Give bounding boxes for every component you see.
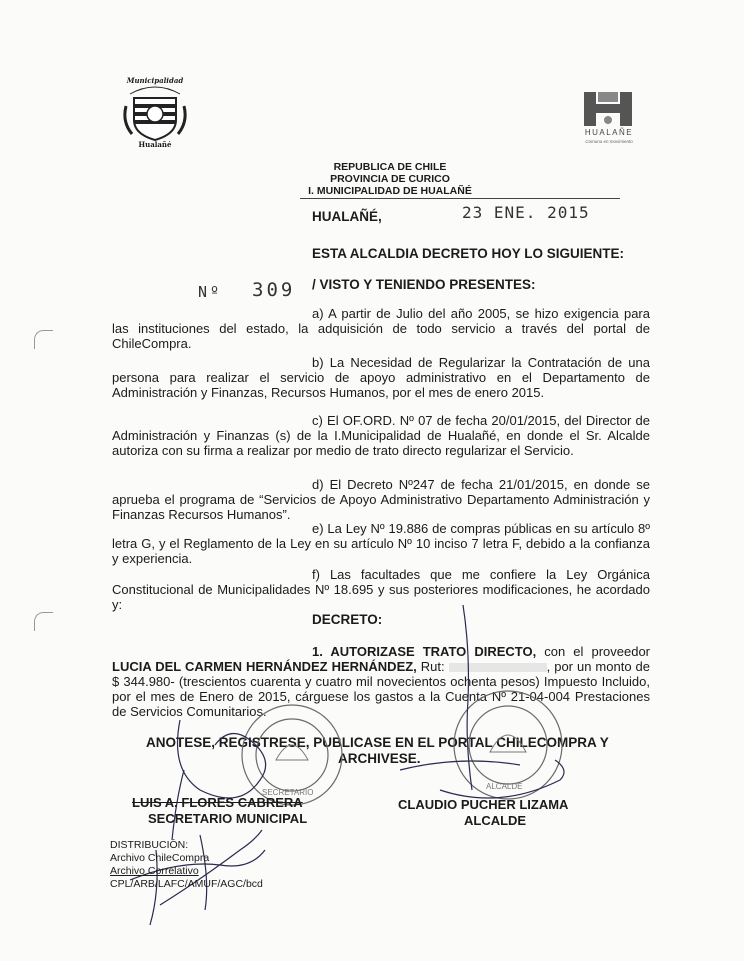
decree-intro: ESTA ALCALDIA DECRETO HOY LO SIGUIENTE: bbox=[312, 246, 625, 261]
left-seal-text: SECRETARIO bbox=[262, 788, 314, 797]
mayor-name: CLAUDIO PUCHER LIZAMA bbox=[398, 797, 569, 812]
crest-shield-icon bbox=[122, 76, 188, 148]
decree-number: 309 bbox=[252, 279, 296, 301]
municipal-crest bbox=[122, 76, 188, 148]
logo-text: HUALAÑE bbox=[584, 128, 634, 137]
mayor-title: ALCALDE bbox=[464, 813, 527, 828]
crest-text-bottom: Hualañé bbox=[138, 140, 172, 149]
decree-number-prefix: Nº bbox=[198, 283, 223, 301]
date-stamp: 23 ENE. 2015 bbox=[462, 203, 590, 222]
considerando-a: a) A partir de Julio del año 2005, se hizo exigencia para las instituciones del estado, la adquisición de todo servicio a través del portal de ChileCompra. bbox=[112, 306, 650, 351]
resolution-paragraph bbox=[112, 644, 650, 719]
header-municipality: I. MUNICIPALIDAD DE HUALAÑÉ bbox=[308, 185, 472, 197]
considerando-f: f) Las facultades que me confiere la Ley Orgánica Constitucional de Municipalidades Nº 18.695 y sus posteriores modificaciones, he acordado y: bbox=[112, 567, 650, 612]
considerando-e: e) La Ley Nº 19.886 de compras públicas en su artículo 8º letra G, y el Reglamento de la Ley en su artículo Nº 10 inciso 7 letra F, debido a la confianza y experiencia. bbox=[112, 521, 650, 566]
provider-name: LUCIA DEL CARMEN HERNÁNDEZ HERNÁNDEZ, bbox=[112, 659, 417, 674]
distribution-item: Archivo ChileCompra bbox=[110, 852, 210, 864]
closing-line-1: ANOTESE, REGISTRESE, PUBLICASE EN EL PORTAL CHILECOMPRA Y bbox=[146, 735, 609, 750]
rut-label: Rut: bbox=[416, 659, 445, 674]
secretary-name: LUIS A. FLORES CABRERA bbox=[132, 795, 303, 810]
resolution-body: , por un monto de $ 344.980- (trescientos cuarenta y cuatro mil novecientos ochenta pesos) Impuesto Incluido, por el mes de Enero de 2015, cárguese los gastos a la Cuenta Nº 21-04-004 Prestaciones de Servicios Comunitarios. bbox=[112, 659, 650, 719]
distribution-item: Archivo Correlativo bbox=[110, 865, 199, 877]
hualane-logo-icon bbox=[580, 90, 638, 126]
place-label: HUALAÑÉ, bbox=[312, 209, 382, 224]
right-seal-text: ALCALDE bbox=[486, 782, 523, 791]
punch-hole-top bbox=[34, 330, 53, 349]
distribution-label: DISTRIBUCIÓN: bbox=[110, 839, 189, 851]
decreto-label: DECRETO: bbox=[312, 612, 383, 627]
considerando-d: d) El Decreto Nº247 de fecha 21/01/2015, en donde se aprueba el programa de “Servicios de Apoyo Administrativo Departamento Administración y Finanzas Recursos Humanos”. bbox=[112, 477, 650, 522]
header-republic: REPUBLICA DE CHILE bbox=[333, 161, 447, 173]
visto-heading: / VISTO Y TENIENDO PRESENTES: bbox=[312, 277, 536, 292]
closing-line-2: ARCHIVESE. bbox=[338, 751, 421, 766]
punch-hole-bottom bbox=[34, 612, 53, 631]
distribution-item: CPL/ARB/LAFC/AMUF/AGC/bcd bbox=[110, 878, 263, 890]
header-divider bbox=[300, 198, 620, 199]
logo-tagline: Comuna en movimiento bbox=[585, 139, 633, 144]
resolution-after-heading: con el proveedor bbox=[536, 644, 650, 659]
considerando-b: b) La Necesidad de Regularizar la Contratación de una persona para realizar el servicio de apoyo administrativo en el Departamento de Administración y Finanzas, Recursos Humanos, por el mes de enero 2015. bbox=[112, 355, 650, 400]
header-province: PROVINCIA DE CURICO bbox=[330, 173, 450, 185]
left-seal-icon bbox=[242, 705, 342, 805]
resolution-heading: 1. AUTORIZASE TRATO DIRECTO, bbox=[312, 644, 537, 659]
crest-text-top: Municipalidad bbox=[126, 76, 184, 85]
considerando-c: c) El OF.ORD. Nº 07 de fecha 20/01/2015, del Director de Administración y Finanzas (s) de la I.Municipalidad de Hualañé, en donde el Sr. Alcalde autoriza con su firma a realizar por medio de trato directo regularizar el Servicio. bbox=[112, 413, 650, 458]
distribution-block bbox=[110, 839, 263, 891]
hualane-logo bbox=[580, 90, 638, 150]
secretary-title: SECRETARIO MUNICIPAL bbox=[148, 811, 308, 826]
rut-redacted bbox=[449, 663, 547, 672]
